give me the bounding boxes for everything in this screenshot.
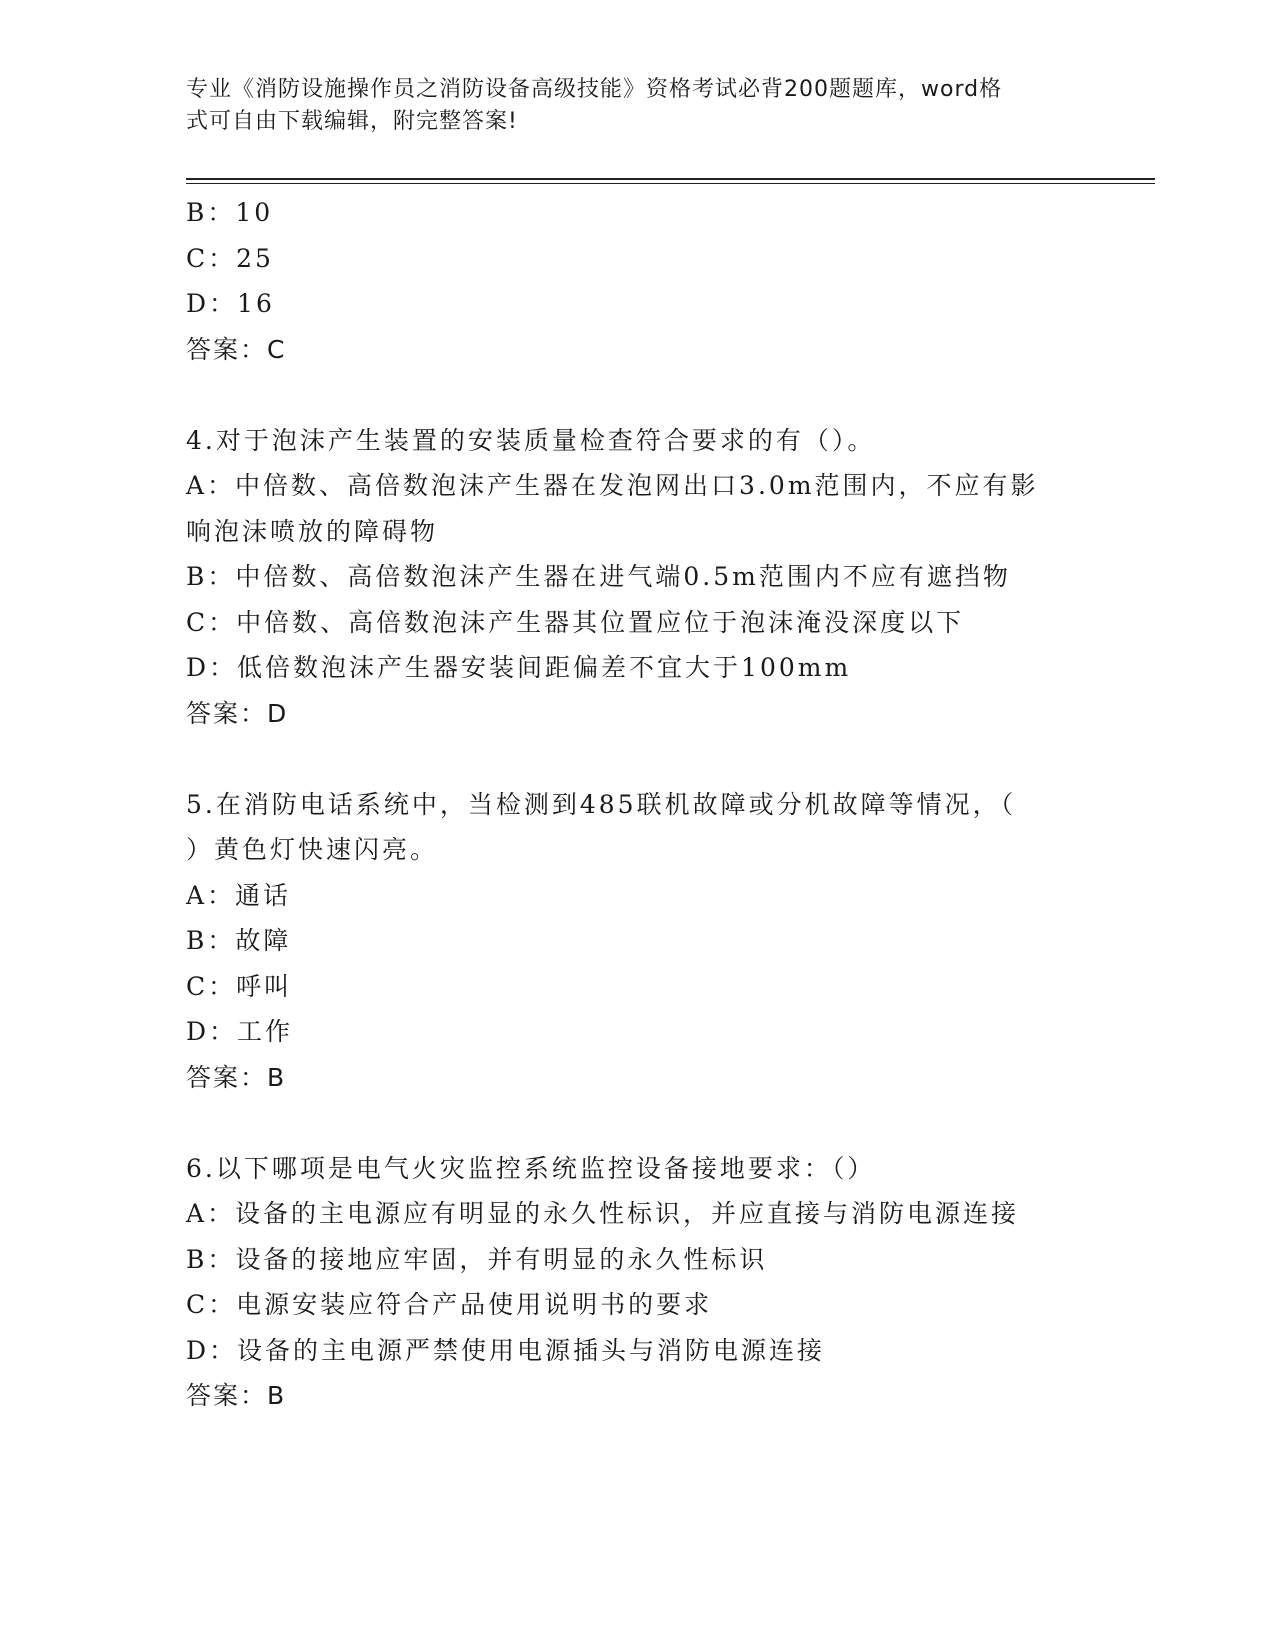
header-divider-top <box>186 178 1155 180</box>
spacer <box>186 736 1086 782</box>
option-b: B：设备的接地应牢固，并有明显的永久性标识 <box>186 1244 768 1274</box>
question-6 <box>186 1146 1086 1419</box>
question-stem: 6.以下哪项是电气火灾监控系统监控设备接地要求：（） <box>186 1153 876 1183</box>
option-c: C：中倍数、高倍数泡沫产生器其位置应位于泡沫淹没深度以下 <box>186 607 965 637</box>
answer-text: 答案：C <box>186 334 287 364</box>
answer-text: 答案：B <box>186 1381 287 1410</box>
option-d: D：工作 <box>186 1017 294 1046</box>
answer-text: 答案：B <box>186 1062 287 1092</box>
document-header <box>186 74 1066 138</box>
option-c: C：25 <box>186 243 274 273</box>
spacer <box>186 1100 1086 1146</box>
question-stem: 5.在消防电话系统中，当检测到485联机故障或分机故障等情况，（ <box>186 789 1017 819</box>
option-b: B：故障 <box>186 926 292 955</box>
option-c: C：电源安装应符合产品使用说明书的要求 <box>186 1290 713 1319</box>
option-d: D：16 <box>186 289 275 318</box>
spacer <box>186 372 1086 418</box>
question-stem-continued: ）黄色灯快速闪亮。 <box>186 835 439 864</box>
question-4 <box>186 418 1086 737</box>
question-list <box>186 190 1086 1419</box>
question-stem: 4.对于泡沫产生装置的安装质量检查符合要求的有（）。 <box>186 425 876 455</box>
question-3 <box>186 190 1086 372</box>
header-line-2: 式可自由下载编辑，附完整答案! <box>186 109 518 134</box>
option-c: C：呼叫 <box>186 971 293 1001</box>
option-a: A：通话 <box>186 880 292 910</box>
question-5 <box>186 782 1086 1101</box>
header-line-1: 专业《消防设施操作员之消防设备高级技能》资格考试必背200题题库，word格 <box>186 77 1003 102</box>
option-b: B：10 <box>186 198 274 227</box>
answer-text: 答案：D <box>186 698 289 728</box>
option-d: D：设备的主电源严禁使用电源插头与消防电源连接 <box>186 1335 826 1365</box>
option-d: D：低倍数泡沫产生器安装间距偏差不宜大于100mm <box>186 653 852 682</box>
option-a-continued: 响泡沫喷放的障碍物 <box>186 516 439 546</box>
header-divider-bottom <box>186 183 1155 184</box>
option-a: A：中倍数、高倍数泡沫产生器在发泡网出口3.0m范围内，不应有影 <box>186 471 1039 500</box>
option-b: B：中倍数、高倍数泡沫产生器在进气端0.5m范围内不应有遮挡物 <box>186 562 1011 591</box>
option-a: A：设备的主电源应有明显的永久性标识，并应直接与消防电源连接 <box>186 1199 1020 1228</box>
